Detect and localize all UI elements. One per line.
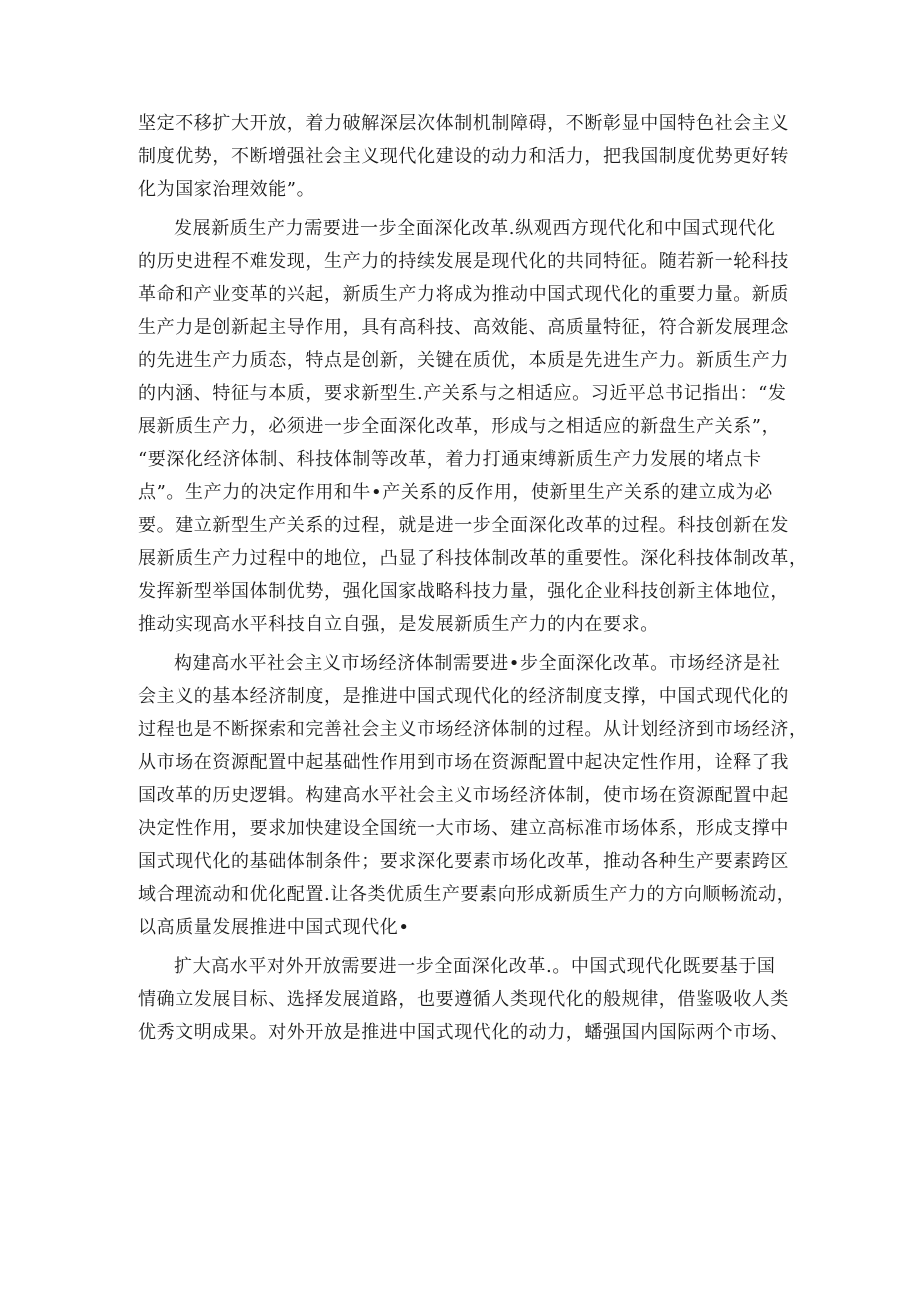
text-line: 过程也是不断探索和完善社会主义市场经济体制的过程。从计划经济到市场经济， xyxy=(138,719,808,740)
text-line: 扩大高水平对外开放需要进一步全面深化改革.。中国式现代化既要基于国 xyxy=(174,956,776,977)
text-line: 发挥新型举国体制优势，强化国家战略科技力量，强化企业科技创新主体地位， xyxy=(138,581,789,602)
text-line: 生产力是创新起主导作用，具有高科技、高效能、高质量特征，符合新发展理念 xyxy=(138,317,789,338)
text-line: 的历史进程不难发现，生产力的持续发展是现代化的共同特征。随若新一轮科技 xyxy=(138,251,789,272)
text-line: 要。建立新型生产关系的过程，就是进一步全面深化改革的过程。科技创新在发 xyxy=(138,515,789,536)
text-line: 的内涵、特征与本质，要求新型生.产关系与之相适应。习近平总书记指出：“发 xyxy=(138,383,787,404)
text-line: “要深化经济体制、科技体制等改革，着力打通束缚新质生产力发展的堵点卡 xyxy=(138,449,762,470)
text-line: 推动实现高水平科技自立自强，是发展新质生产力的内在要求。 xyxy=(138,614,659,635)
text-line: 优秀文明成果。对外开放是推进中国式现代化的动力，蟠强国内国际两个市场、 xyxy=(138,1022,789,1043)
text-line: 展新质生产力过程中的地位，凸显了科技体制改革的重要性。深化科技体制改革， xyxy=(138,548,808,569)
document-page xyxy=(138,107,808,1055)
text-line: 会主义的基本经济制度，是推进中国式现代化的经济制度支撑，中国式现代化的 xyxy=(138,686,789,707)
text-line: 决定性作用，要求加快建设全国统一大市场、建立高标准市场体系，形成支撑中 xyxy=(138,818,789,839)
paragraph-2 xyxy=(138,212,808,641)
text-line: 制度优势，不断增强社会主义现代化建设的动力和活力，把我国制度优势更好转 xyxy=(138,146,789,167)
text-line: 发展新质生产力需要进一步全面深化改革.纵观西方现代化和中国式现代化 xyxy=(174,218,776,239)
paragraph-3 xyxy=(138,647,808,944)
text-line: 革命和产业变革的兴起，新质生产力将成为推动中国式现代化的重要力量。新质 xyxy=(138,284,789,305)
text-line: 坚定不移扩大开放，着力破解深层次体制机制障碍，不断彰显中国特色社会主义 xyxy=(138,113,789,134)
text-line: 化为国家治理效能”。 xyxy=(138,179,316,200)
paragraph-4 xyxy=(138,950,788,1049)
text-line: 展新质生产力，必须进一步全面深化改革，形成与之相适应的新盘生产关系”， xyxy=(138,416,781,437)
text-line: 从市场在资源配置中起基础性作用到市场在资源配置中起决定性作用，诠释了我 xyxy=(138,752,789,773)
text-line: 情确立发展目标、选择发展道路，也要遵循人类现代化的般规律，借鉴吸收人类 xyxy=(138,989,789,1010)
text-line: 国改革的历史逻辑。构建高水平社会主义市场经济体制，使市场在资源配置中起 xyxy=(138,785,789,806)
text-line: 国式现代化的基础体制条件；要求深化要素市场化改革，推动各种生产要素跨区 xyxy=(138,851,789,872)
text-line: 的先进生产力质态，特点是创新，关键在质优，本质是先进生产力。新质生产力 xyxy=(138,350,789,371)
text-line: 以高质量发展推进中国式现代化• xyxy=(138,917,410,938)
paragraph-1 xyxy=(138,107,788,206)
text-line: 域合理流动和优化配置.让各类优质生产要素向形成新质生产力的方向顺畅流动， xyxy=(138,884,796,905)
text-line: 点”。生产力的决定作用和牛•产关系的反作用，使新里生产关系的建立成为必 xyxy=(138,482,773,503)
text-line: 构建高水平社会主义市场经济体制需要进•步全面深化改革。市场经济是社 xyxy=(174,653,781,674)
